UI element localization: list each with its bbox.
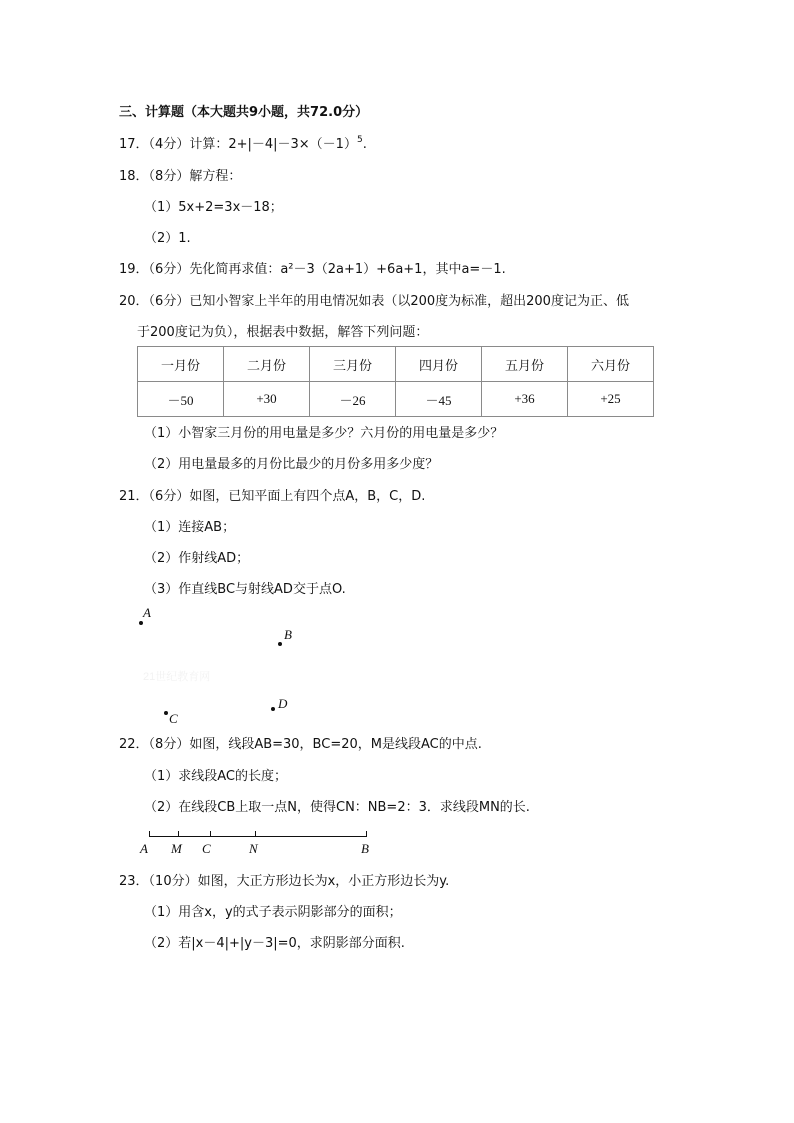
- watermark-text: 21世纪教育网: [143, 671, 211, 683]
- point-c-dot: [164, 711, 168, 715]
- question-23-part2: （2）若|x－4|+|y－3|=0，求阴影部分面积.: [144, 936, 405, 951]
- electricity-usage-table: [137, 346, 654, 417]
- table-header-cell: 二月份: [224, 347, 310, 382]
- point-d-dot: [271, 707, 275, 711]
- question-20-line1: 20．（6分）已知小智家上半年的用电情况如表（以200度为标准，超出200度记为正、低: [119, 294, 629, 309]
- tick-a: [149, 831, 150, 837]
- tick-m: [178, 831, 179, 837]
- question-21-part2: （2）作射线AD；: [144, 551, 250, 566]
- segment-ab-line: [149, 836, 367, 837]
- question-20-part1: （1）小智家三月份的用电量是多少？六月份的用电量是多少？: [144, 426, 504, 441]
- table-cell: +36: [482, 382, 568, 417]
- table-cell: －26: [310, 382, 396, 417]
- question-18-stem: 18．（8分）解方程：: [119, 169, 242, 184]
- q17-exponent: 5: [356, 134, 363, 145]
- question-22-stem: 22．（8分）如图，线段AB=30，BC=20，M是线段AC的中点.: [119, 737, 482, 752]
- table-header-cell: 三月份: [310, 347, 396, 382]
- point-d-label: D: [278, 696, 288, 711]
- table-header-cell: 四月份: [396, 347, 482, 382]
- question-21-stem: 21．（6分）如图，已知平面上有四个点A，B，C，D.: [119, 489, 426, 504]
- point-c-label: C: [169, 711, 178, 726]
- q17-period: .: [362, 137, 367, 152]
- table-header-cell: 一月份: [138, 347, 224, 382]
- point-a-label: A: [143, 605, 151, 620]
- label-a: A: [140, 841, 148, 856]
- question-22-part1: （1）求线段AC的长度；: [144, 769, 288, 784]
- question-20-part2: （2）用电量最多的月份比最少的月份多用多少度？: [144, 457, 439, 472]
- table-cell: +30: [224, 382, 310, 417]
- question-19: 19．（6分）先化简再求值：a²－3（2a+1）+6a+1，其中a=－1.: [119, 262, 506, 277]
- table-header-cell: 六月份: [568, 347, 654, 382]
- question-18-part2: （2）1.: [144, 231, 191, 246]
- tick-b: [366, 831, 367, 837]
- q17-text: 17．（4分）计算：2+|－4|－3×（－1）: [119, 137, 357, 152]
- question-18-part1: （1）5x+2=3x－18；: [144, 200, 283, 215]
- section-title: 三、计算题（本大题共9小题，共72.0分）: [119, 105, 369, 120]
- question-21-part3: （3）作直线BC与射线AD交于点O.: [144, 582, 346, 597]
- table-cell: －45: [396, 382, 482, 417]
- question-17: [119, 136, 367, 154]
- question-21-part1: （1）连接AB；: [144, 520, 236, 535]
- table-row: [138, 382, 654, 417]
- table-cell: +25: [568, 382, 654, 417]
- label-c: C: [202, 841, 211, 856]
- label-m: M: [171, 841, 182, 856]
- point-a-dot: [139, 621, 143, 625]
- label-n: N: [249, 841, 258, 856]
- question-23-part1: （1）用含x，y的式子表示阴影部分的面积；: [144, 905, 402, 920]
- question-23-stem: 23．（10分）如图，大正方形边长为x，小正方形边长为y.: [119, 874, 450, 889]
- point-b-label: B: [284, 627, 292, 642]
- question-22-part2: （2）在线段CB上取一点N，使得CN：NB=2：3．求线段MN的长.: [144, 800, 530, 815]
- table-header-cell: 五月份: [482, 347, 568, 382]
- label-b: B: [361, 841, 369, 856]
- table-cell: －50: [138, 382, 224, 417]
- tick-n: [255, 831, 256, 837]
- point-b-dot: [278, 642, 282, 646]
- question-20-line2: 于200度记为负），根据表中数据，解答下列问题：: [137, 325, 429, 340]
- table-header-row: [138, 347, 654, 382]
- tick-c: [210, 831, 211, 837]
